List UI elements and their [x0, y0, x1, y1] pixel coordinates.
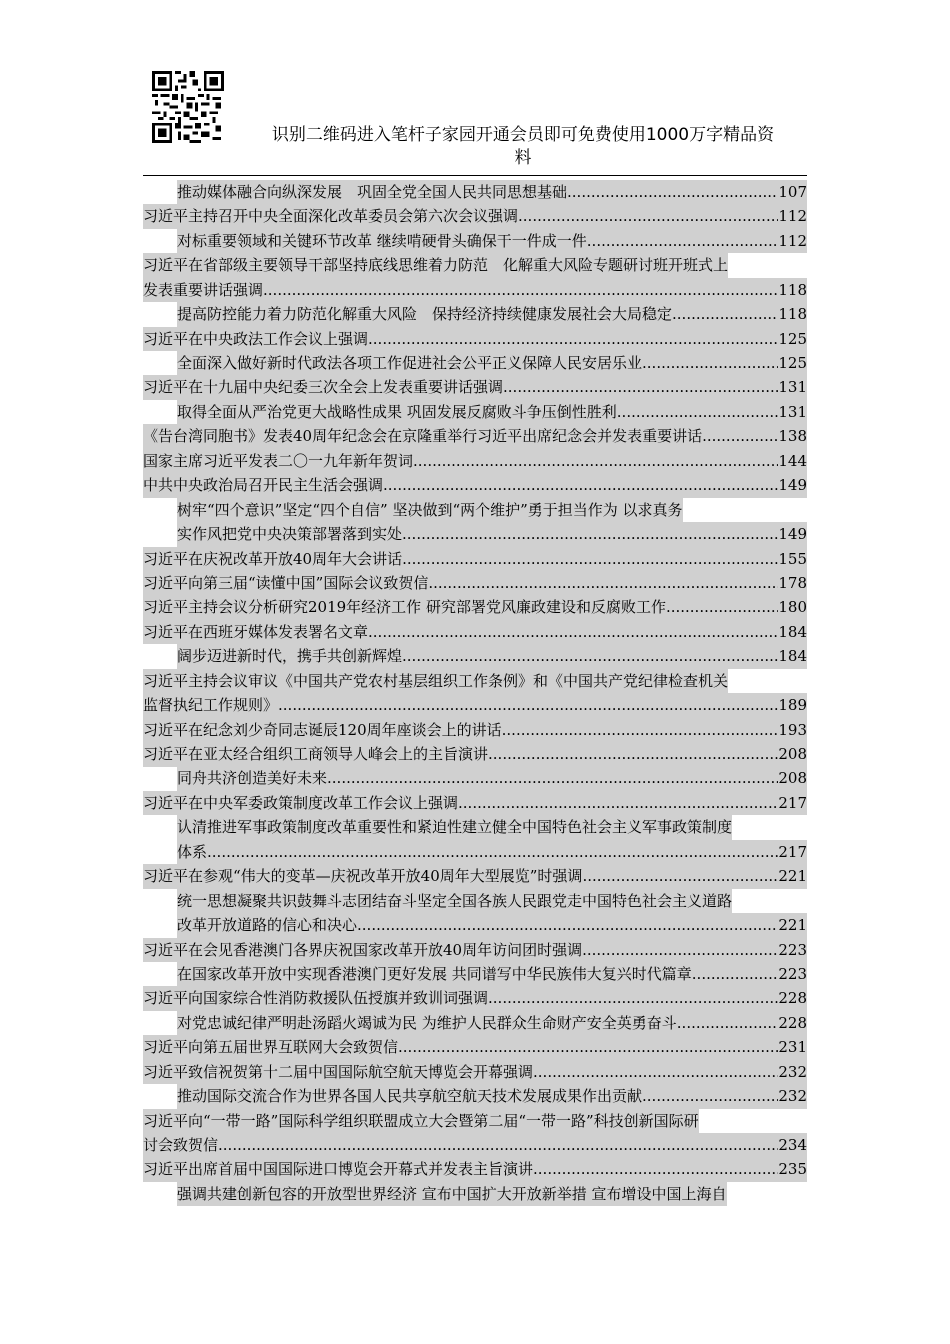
toc-entry-title: 国家主席习近平发表二〇一九年新年贺词: [143, 449, 413, 473]
toc-entry-title: 改革开放道路的信心和决心: [177, 913, 357, 937]
toc-line: [143, 815, 807, 839]
toc-line: [143, 1011, 807, 1035]
toc-page-number: 184: [778, 620, 807, 644]
toc-page-number: 107: [778, 180, 807, 204]
toc-leader-dots: [413, 449, 778, 473]
toc-entry[interactable]: [143, 376, 807, 400]
toc-page-number: 149: [778, 473, 807, 497]
toc-leader-dots: [518, 204, 778, 228]
toc-line: [143, 962, 807, 986]
toc-page-number: 221: [778, 913, 807, 937]
toc-page-number: 223: [778, 962, 807, 986]
toc-subentry[interactable]: [143, 767, 807, 791]
toc-line: [143, 1109, 807, 1133]
qr-code-icon: [152, 71, 224, 143]
toc-entry-title: 习近平向国家综合性消防救援队伍授旗并致训词强调: [143, 986, 488, 1010]
toc-leader-dots: [642, 351, 778, 375]
toc-line: [143, 498, 807, 522]
toc-entry-title: 统一思想凝聚共识鼓舞斗志团结奋斗坚定全国各族人民跟党走中国特色社会主义道路: [177, 889, 732, 913]
toc-entry[interactable]: [143, 327, 807, 351]
toc-entry-title: 监督执纪工作规则》: [143, 693, 278, 717]
toc-entry-title: 习近平在省部级主要领导干部坚持底线思维着力防范 化解重大风险专题研讨班开班式上: [143, 253, 728, 277]
toc-entry-title: 习近平主持会议分析研究2019年经济工作 研究部署党风廉政建设和反腐败工作: [143, 595, 666, 619]
toc-leader-dots: [402, 522, 778, 546]
toc-subentry[interactable]: [143, 180, 807, 204]
toc-page-number: 189: [778, 693, 807, 717]
toc-leader-dots: [398, 1035, 778, 1059]
toc-line: [143, 229, 807, 253]
toc-line: [143, 742, 807, 766]
toc-leader-dots: [533, 1157, 778, 1181]
toc-leader-dots: [263, 278, 778, 302]
toc-line: [143, 693, 807, 717]
toc-entry[interactable]: [143, 1158, 807, 1182]
toc-line: [143, 986, 807, 1010]
toc-page-number: 234: [778, 1133, 807, 1157]
toc-line: [143, 1035, 807, 1059]
toc-line: [143, 718, 807, 742]
toc-leader-dots: [207, 840, 778, 864]
toc-line: [143, 889, 807, 913]
toc-line: [143, 327, 807, 351]
toc-entry-title: 体系: [177, 840, 207, 864]
toc-entry[interactable]: [143, 449, 807, 473]
toc-subentry[interactable]: [143, 1182, 807, 1206]
toc-line: [143, 864, 807, 888]
toc-line: [143, 1084, 807, 1108]
toc-page-number: 232: [778, 1060, 807, 1084]
toc-leader-dots: [357, 913, 778, 937]
toc-subentry[interactable]: [143, 400, 807, 424]
toc-leader-dots: [428, 571, 778, 595]
toc-page-number: 208: [778, 742, 807, 766]
toc-entry-title: 提高防控能力着力防范化解重大风险 保持经济持续健康发展社会大局稳定: [177, 302, 672, 326]
toc-entry-title: 习近平向第五届世界互联网大会致贺信: [143, 1035, 398, 1059]
toc-entry-title: 推动媒体融合向纵深发展 巩固全党全国人民共同思想基础: [177, 180, 567, 204]
toc-leader-dots: [488, 742, 778, 766]
toc-page-number: 131: [778, 400, 807, 424]
toc-page-number: 112: [778, 229, 807, 253]
toc-subentry[interactable]: [143, 302, 807, 326]
toc-line: [143, 1133, 807, 1157]
toc-leader-dots: [677, 1011, 779, 1035]
toc-entry[interactable]: [143, 253, 807, 302]
toc-leader-dots: [617, 400, 779, 424]
toc-entry-title: 讨会致贺信: [143, 1133, 218, 1157]
toc-entry-title: 推动国际交流合作为世界各国人民共享航空航天技术发展成果作出贡献: [177, 1084, 642, 1108]
toc-leader-dots: [402, 644, 778, 668]
toc-line: [143, 620, 807, 644]
toc-page-number: 112: [778, 204, 807, 228]
toc-line: [143, 767, 807, 791]
toc-line: [143, 376, 807, 400]
toc-leader-dots: [666, 595, 778, 619]
toc-entry[interactable]: [143, 1109, 807, 1158]
toc-entry[interactable]: [143, 595, 807, 619]
page-header: [228, 124, 818, 170]
toc-page-number: 221: [778, 864, 807, 888]
toc-page-number: 180: [778, 595, 807, 619]
toc-line: [143, 302, 807, 326]
toc-subentry[interactable]: [143, 498, 807, 547]
toc-entry[interactable]: [143, 204, 807, 228]
toc-entry-title: 同舟共济创造美好未来: [177, 766, 327, 790]
toc-page-number: 118: [778, 302, 807, 326]
toc-entry-title: 习近平致信祝贺第十二届中国国际航空航天博览会开幕强调: [143, 1060, 533, 1084]
toc-entry[interactable]: [143, 669, 807, 718]
toc-entry-title: 习近平在参观“伟大的变革—庆祝改革开放40周年大型展览”时强调: [143, 864, 582, 888]
toc-subentry[interactable]: [143, 229, 807, 253]
toc-entry-title: 习近平向“一带一路”国际科学组织联盟成立大会暨第二届“一带一路”科技创新国际研: [143, 1109, 699, 1133]
toc-line: [143, 204, 807, 228]
header-text-line-2: 料: [514, 148, 532, 168]
toc-leader-dots: [642, 1084, 778, 1108]
toc-leader-dots: [368, 620, 778, 644]
toc-entry-title: 中共中央政治局召开民主生活会强调: [143, 473, 383, 497]
toc-leader-dots: [368, 327, 778, 351]
toc-entry-title: 全面深入做好新时代政法各项工作促进社会公平正义保障人民安居乐业: [177, 351, 642, 375]
toc-line: [143, 180, 807, 204]
toc-entry-title: 强调共建创新包容的开放型世界经济 宣布中国扩大开放新举措 宣布增设中国上海自: [177, 1182, 727, 1206]
toc-leader-dots: [587, 229, 779, 253]
toc-entry-title: 在国家改革开放中实现香港澳门更好发展 共同谱写中华民族伟大复兴时代篇章: [177, 962, 692, 986]
toc-leader-dots: [488, 986, 778, 1010]
toc-entry-title: 习近平在亚太经合组织工商领导人峰会上的主旨演讲: [143, 742, 488, 766]
toc-entry-title: 习近平向第三届“读懂中国”国际会议致贺信: [143, 571, 428, 595]
toc-page-number: 235: [778, 1157, 807, 1181]
toc-entry-title: 取得全面从严治党更大战略性成果 巩固发展反腐败斗争压倒性胜利: [177, 400, 617, 424]
toc-entry-title: 对标重要领域和关键环节改革 继续啃硬骨头确保干一件成一件: [177, 229, 587, 253]
toc-entry[interactable]: [143, 1060, 807, 1084]
toc-leader-dots: [692, 962, 779, 986]
toc-page-number: 184: [778, 644, 807, 668]
toc-page-number: 217: [778, 791, 807, 815]
toc-subentry[interactable]: [143, 962, 807, 986]
toc-entry[interactable]: [143, 1035, 807, 1059]
toc-entry-title: 习近平出席首届中国国际进口博览会开幕式并发表主旨演讲: [143, 1157, 533, 1181]
toc-line: [143, 547, 807, 571]
toc-leader-dots: [702, 424, 778, 448]
toc-leader-dots: [383, 473, 778, 497]
toc-entry-title: 习近平在纪念刘少奇同志诞辰120周年座谈会上的讲话: [143, 718, 502, 742]
toc-page-number: 231: [778, 1035, 807, 1059]
toc-leader-dots: [327, 766, 778, 790]
toc-page-number: 223: [778, 938, 807, 962]
toc-entry-title: 习近平在西班牙媒体发表署名文章: [143, 620, 368, 644]
toc-leader-dots: [582, 938, 778, 962]
header-text-line-1: 识别二维码进入笔杆子家园开通会员即可免费使用1000万字精品资: [271, 125, 775, 145]
toc-line: [143, 278, 807, 302]
toc-page-number: 149: [778, 522, 807, 546]
table-of-contents: [143, 180, 807, 1206]
toc-entry[interactable]: [143, 718, 807, 742]
toc-entry[interactable]: [143, 571, 807, 595]
toc-subentry[interactable]: [143, 815, 807, 864]
toc-entry-title: 树牢“四个意识”坚定“四个自信” 坚决做到“两个维护”勇于担当作为 以求真务: [177, 498, 683, 522]
toc-line: [143, 571, 807, 595]
toc-entry-title: 习近平在十九届中央纪委三次全会上发表重要讲话强调: [143, 375, 503, 399]
toc-entry[interactable]: [143, 938, 807, 962]
toc-entry[interactable]: [143, 742, 807, 766]
toc-entry-title: 习近平在会见香港澳门各界庆祝国家改革开放40周年访问团时强调: [143, 938, 582, 962]
toc-line: [143, 400, 807, 424]
toc-line: [143, 424, 807, 448]
toc-leader-dots: [502, 718, 779, 742]
toc-entry[interactable]: [143, 986, 807, 1010]
toc-page-number: 125: [778, 327, 807, 351]
toc-page-number: 228: [778, 1011, 807, 1035]
toc-line: [143, 253, 807, 277]
toc-entry-title: 实作风把党中央决策部署落到实处: [177, 522, 402, 546]
toc-leader-dots: [567, 180, 778, 204]
toc-entry-title: 发表重要讲话强调: [143, 278, 263, 302]
toc-entry[interactable]: [143, 620, 807, 644]
toc-line: [143, 351, 807, 375]
toc-line: [143, 449, 807, 473]
toc-entry[interactable]: [143, 424, 807, 448]
toc-line: [143, 1060, 807, 1084]
toc-subentry[interactable]: [143, 889, 807, 938]
header-divider: [143, 175, 807, 176]
toc-page-number: 131: [778, 375, 807, 399]
toc-subentry[interactable]: [143, 351, 807, 375]
toc-page-number: 125: [778, 351, 807, 375]
toc-leader-dots: [458, 791, 778, 815]
toc-entry[interactable]: [143, 864, 807, 888]
toc-page-number: 138: [778, 424, 807, 448]
toc-entry-title: 《告台湾同胞书》发表40周年纪念会在京隆重举行习近平出席纪念会并发表重要讲话: [143, 424, 702, 448]
toc-leader-dots: [672, 302, 778, 326]
toc-page-number: 208: [778, 766, 807, 790]
toc-entry-title: 认清推进军事政策制度改革重要性和紧迫性建立健全中国特色社会主义军事政策制度: [177, 815, 732, 839]
toc-line: [143, 913, 807, 937]
toc-page-number: 232: [778, 1084, 807, 1108]
toc-entry-title: 习近平在中央军委政策制度改革工作会议上强调: [143, 791, 458, 815]
toc-entry-title: 习近平在庆祝改革开放40周年大会讲话: [143, 547, 402, 571]
toc-line: [143, 595, 807, 619]
toc-entry-title: 对党忠诚纪律严明赴汤蹈火竭诚为民 为维护人民群众生命财产安全英勇奋斗: [177, 1011, 677, 1035]
toc-page-number: 144: [778, 449, 807, 473]
toc-subentry[interactable]: [143, 1011, 807, 1035]
toc-leader-dots: [533, 1060, 778, 1084]
toc-page-number: 178: [778, 571, 807, 595]
toc-line: [143, 644, 807, 668]
toc-page-number: 228: [778, 986, 807, 1010]
toc-line: [143, 1182, 807, 1206]
toc-line: [143, 669, 807, 693]
toc-entry[interactable]: [143, 473, 807, 497]
toc-leader-dots: [278, 693, 778, 717]
toc-entry[interactable]: [143, 547, 807, 571]
toc-page-number: 155: [778, 547, 807, 571]
toc-line: [143, 791, 807, 815]
toc-page-number: 217: [778, 840, 807, 864]
toc-leader-dots: [503, 375, 778, 399]
toc-line: [143, 938, 807, 962]
toc-page-number: 193: [778, 718, 807, 742]
toc-entry-title: 习近平主持召开中央全面深化改革委员会第六次会议强调: [143, 204, 518, 228]
toc-page-number: 118: [778, 278, 807, 302]
toc-entry-title: 习近平在中央政法工作会议上强调: [143, 327, 368, 351]
toc-entry-title: 阔步迈进新时代，携手共创新辉煌: [177, 644, 402, 668]
toc-leader-dots: [218, 1133, 778, 1157]
toc-subentry[interactable]: [143, 644, 807, 668]
toc-entry[interactable]: [143, 791, 807, 815]
toc-entry-title: 习近平主持会议审议《中国共产党农村基层组织工作条例》和《中国共产党纪律检查机关: [143, 669, 728, 693]
toc-line: [143, 840, 807, 864]
toc-leader-dots: [402, 547, 778, 571]
toc-leader-dots: [582, 864, 778, 888]
toc-line: [143, 473, 807, 497]
toc-subentry[interactable]: [143, 1084, 807, 1108]
toc-line: [143, 522, 807, 546]
toc-line: [143, 1158, 807, 1182]
